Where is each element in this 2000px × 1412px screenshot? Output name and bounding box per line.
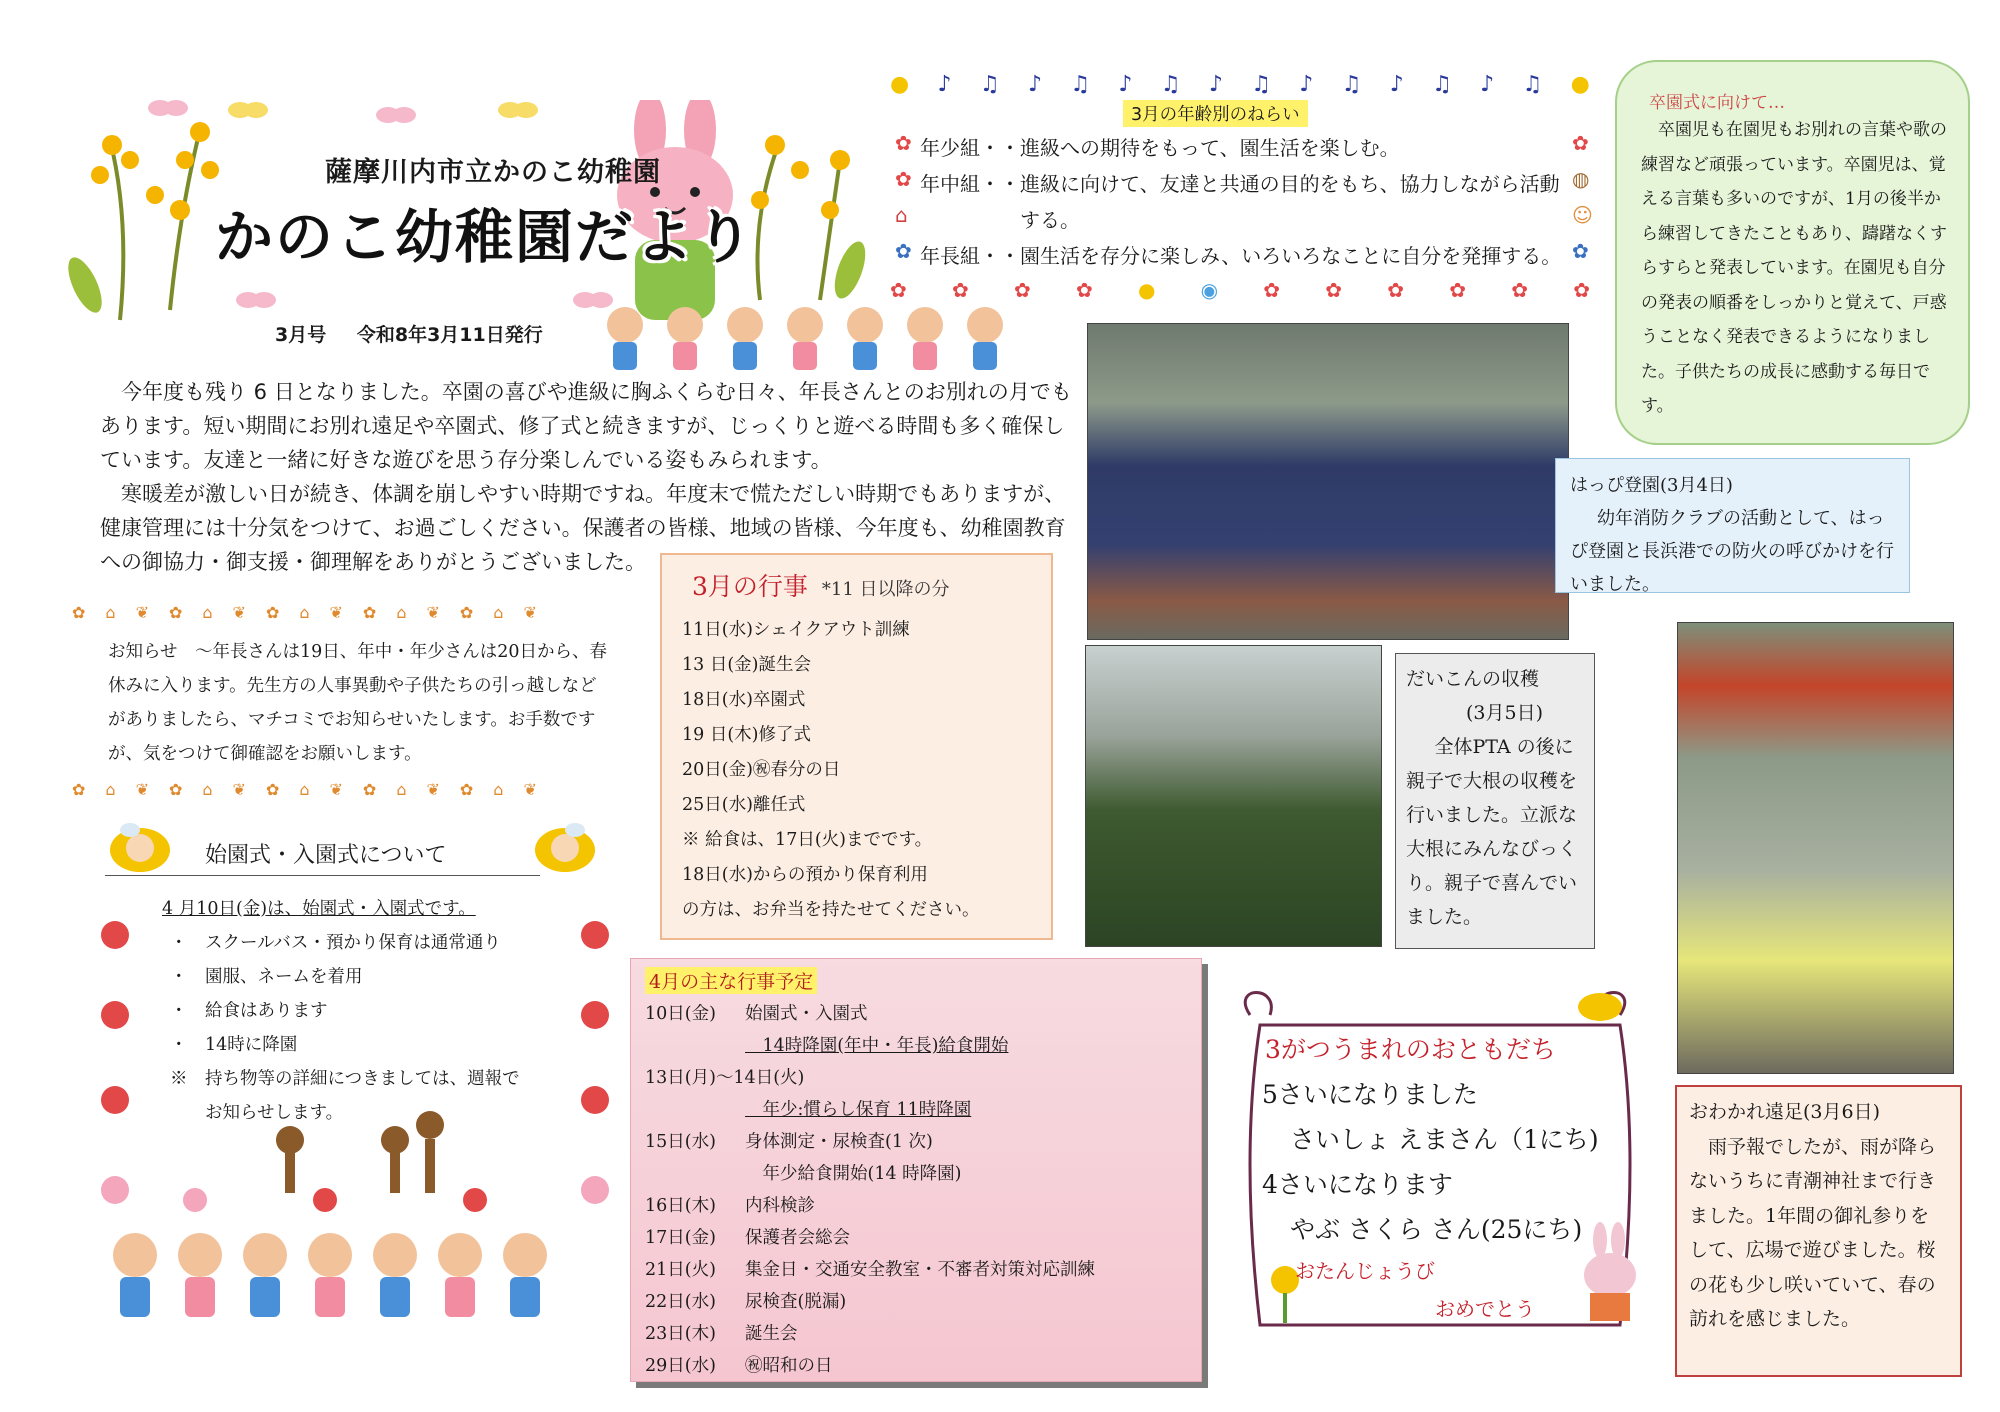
issue-month: 3月号 [275,324,327,346]
music-note-icon: ♪ [1118,72,1133,97]
ceremony-item: お知らせします。 [170,1103,344,1123]
flower-icon: ✿ [895,239,912,263]
april-event-date: 22日(水) [645,1292,716,1312]
graduation-title: 卒園式に向けて… [1649,93,1785,113]
april-event-row [645,1126,1187,1158]
bee-icon [535,823,595,872]
bird-icon: ● [890,72,910,97]
birthday-line: 5さいになりました [1262,1080,1478,1109]
flower-icon: ✿ [1511,278,1528,302]
notice-border-bottom [72,780,650,800]
house-icon: ⌂ [396,603,407,622]
april-event-row [645,1286,1187,1318]
leaf-icon: ❦ [329,780,343,799]
daikon-title: だいこんの収穫 [1406,668,1540,690]
ceremony-item: ・ 給食はあります [170,1001,328,1021]
goal-row: 年少組・・進級への期待をもって、園生活を楽しむ。 [920,136,1400,160]
goals-title: 3月の年齢別のねらい [1123,100,1308,127]
goal-flower-icons-right [1572,125,1593,269]
flower-icon: ✿ [1572,131,1589,155]
house-icon: ⌂ [299,780,310,799]
children-row-icon [100,1225,560,1340]
birthday-line: やぶ さくら さん(25にち) [1290,1215,1583,1244]
issue-info [275,320,567,347]
flower-icon: ✿ [895,131,912,155]
photo-daikon-harvest [1085,645,1382,947]
graduation-box [1615,60,1970,445]
house-icon: ⌂ [202,603,213,622]
daikon-text: 全体PTA の後に親子で大根の収穫を行いました。立派な大根にみんなびっくり。親子で喜んでいました。 [1406,736,1578,928]
flower-icon: ✿ [265,780,280,799]
flower-icon: ✿ [168,603,183,622]
april-event-date: 13日(月)～14日(火) [645,1068,805,1088]
april-event-date: 16日(木) [645,1196,716,1216]
happi-title: はっぴ登園(3月4日) [1570,475,1733,496]
flower-icon: ✿ [265,603,280,622]
flower-icon: ✿ [1387,278,1405,302]
april-event-text: 身体測定・尿検査(1 次) [745,1132,933,1152]
event-row: 25日(水)離任式 [682,795,806,815]
leaf-icon: ❦ [135,780,149,799]
daikon-box [1395,653,1595,949]
april-event-row [645,1350,1187,1382]
april-event-row [645,1094,1187,1126]
april-event-row [645,998,1187,1030]
flower-icon: ✿ [72,603,86,622]
april-event-text: 年少給食開始(14 時降園) [745,1164,962,1184]
house-icon: ⌂ [396,780,407,799]
birthday-greeting: おめでとう [1435,1297,1535,1321]
goal-flower-icons [895,125,912,269]
goal-row: 年中組・・進級に向けて、友達と共通の目的をもち、協力しながら活動 [920,172,1560,196]
leaf-icon: ❦ [523,603,537,622]
issue-date: 令和8年3月11日発行 [356,324,543,346]
music-note-icon: ♫ [1070,72,1091,97]
april-event-text: 保護者会総会 [745,1228,850,1248]
flower-icon: ✿ [1075,278,1093,302]
ceremony-item: ・ スクールバス・預かり保育は通常通り [170,933,501,953]
chick-icon: ● [1137,278,1156,302]
ceremony-item: ※ 持ち物等の詳細につきましては、週報で [170,1069,520,1089]
notice-border-top [72,603,650,623]
april-event-text: ㊗昭和の日 [745,1356,833,1376]
photo-shrine-excursion [1677,622,1954,1074]
march-events-title [692,567,1031,603]
april-event-row [645,1030,1187,1062]
music-note-icon: ♪ [1389,72,1404,97]
sprout-doll-icon [276,1111,444,1193]
house-icon: ⌂ [895,203,908,227]
flower-icon: ✿ [890,278,907,302]
house-icon: ⌂ [493,780,504,799]
music-note-icon: ♫ [979,72,1000,97]
flower-icon: ✿ [72,780,86,799]
ceremony-item: ・ 14時に降園 [170,1035,298,1055]
house-icon: ⌂ [105,603,116,622]
flower-icon: ✿ [1325,278,1343,302]
house-icon: ⌂ [105,780,116,799]
ceremony-title: 始園式・入園式について [205,843,447,868]
april-event-text: 内科検診 [745,1196,815,1216]
leaf-icon: ❦ [135,603,149,622]
goals-list [920,130,1561,274]
music-note-icon: ♪ [1027,72,1043,97]
march-events-note: *11 日以降の分 [821,579,950,600]
flower-icon: ✿ [168,780,183,799]
house-icon: ⌂ [299,603,310,622]
intro-text [100,375,1075,579]
happi-box [1555,458,1910,593]
music-note-icon: ♫ [1522,72,1543,97]
pink-flower-icon [101,1176,609,1212]
happi-text: 幼年消防クラブの活動として、はっぴ登園と長浜港での防火の呼びかけを行いました。 [1570,508,1894,595]
april-event-row [645,1254,1187,1286]
flower-icon: ✿ [1572,239,1589,263]
april-event-text: 尿検査(脱漏) [745,1292,847,1312]
birthday-title: 3がつうまれのおともだち [1265,1035,1556,1064]
april-event-row [645,1222,1187,1254]
excursion-text: 雨予報でしたが、雨が降らないうちに青潮神社まで行きました。1年間の御礼参りをして、広場で遊びました。桜の花も少し咲いていて、春の訪れを感じました。 [1689,1135,1937,1330]
school-name: 薩摩川内市立かのこ幼稚園 [325,157,661,188]
event-row: 11日(水)シェイクアウト訓練 [682,620,910,640]
goal-row: する。 [1020,208,1080,232]
leaf-icon: ❦ [426,603,440,622]
music-note-icon: ♫ [1251,72,1271,97]
intro-paragraph: 寒暖差が激しい日が続き、体調を崩しやすい時期ですね。年度末で慌ただしい時期でもありますが、健康管理には十分気をつけて、お過ごしください。保護者の皆様、地域の皆様、今年度も、幼稚園教育への御協力・御支援・御理解をありがとうございました。 [100,482,1066,574]
birthday-greeting: おたんじょうび [1295,1259,1435,1283]
event-row: ※ 給食は、17日(火)までです。 [682,830,933,850]
birthday-box [1220,975,1650,1345]
april-event-date: 10日(金) [645,1004,716,1024]
house-icon: ⌂ [202,780,213,799]
music-note-icon: ♪ [937,72,952,97]
flower-icon: ✿ [362,780,377,799]
event-row: の方は、お弁当を持たせてください。 [682,900,980,920]
goals-border-bottom [890,278,1590,306]
april-events-box [630,958,1202,1382]
leaf-icon: ❦ [523,780,537,799]
newsletter-title: かのこ幼稚園だより [215,203,756,271]
cup-icon: ◍ [1572,167,1590,191]
event-row: 18日(水)からの預かり保育利用 [682,865,928,885]
graduation-text: 卒園児も在園児もお別れの言葉や歌の練習など頑張っています。卒園児は、覚える言葉も多いのですが、1月の後半から練習してきたこともあり、躊躇なくすらすらと発表しています。在園児も自分の発表の順番をしっかりと覚えて、戸惑うことなく発表できるようになりました。子供たちの成長に感動する毎日です。 [1641,120,1947,416]
flower-icon: ✿ [459,780,474,799]
daikon-date: (3月5日) [1466,702,1544,724]
notice-text: お知らせ ～年長さんは19日、年中・年少さんは20日から、春休みに入ります。先生方の人事異動や子供たちの引っ越しなどがありましたら、マチコミでお知らせいたします。お手数ですが、気をつけて御確認をお願いします。 [108,642,608,764]
music-note-icon: ♫ [1160,72,1181,97]
april-event-date: 23日(木) [645,1324,716,1344]
april-event-row [645,1190,1187,1222]
music-note-icon: ♫ [1341,72,1362,97]
goal-row: 年長組・・園生活を存分に楽しみ、いろいろなことに自分を発揮する。 [920,244,1562,268]
march-events-box [660,553,1053,940]
leaf-icon: ❦ [232,603,246,622]
house-icon: ⌂ [493,603,504,622]
music-note-icon: ♪ [1208,72,1223,97]
april-event-row [645,1158,1187,1190]
march-events-title-text: 3月の行事 [692,572,808,601]
flower-icon: ✿ [951,278,969,302]
leaf-icon: ❦ [329,603,343,622]
flower-icon: ✿ [459,603,474,622]
leaf-icon: ❦ [426,780,440,799]
face-icon: ☺ [1572,203,1593,227]
april-event-text: 始園式・入園式 [745,1004,868,1024]
flower-icon: ✿ [1013,278,1031,302]
flower-icon: ✿ [362,603,377,622]
april-event-row [645,1062,1187,1094]
flower-icon: ✿ [1449,278,1466,302]
leaf-icon: ❦ [232,780,246,799]
music-note-border [890,72,1590,96]
event-row: 20日(金)㊗春分の日 [682,760,841,780]
music-note-icon: ♪ [1480,72,1495,97]
excursion-title: おわかれ遠足(3月6日) [1689,1101,1881,1123]
bird-icon: ● [1570,72,1590,97]
music-note-icon: ♪ [1299,72,1314,97]
music-note-icon: ♫ [1432,72,1452,97]
event-row: 19 日(木)修了式 [682,725,811,745]
excursion-box [1675,1085,1962,1377]
flower-border-decoration [95,915,625,1215]
flower-icon: ✿ [1573,278,1590,302]
flower-icon: ✿ [1263,278,1281,302]
ceremony-item: ・ 園服、ネームを着用 [170,967,363,987]
april-event-text: 誕生会 [745,1324,798,1344]
intro-paragraph: 今年度も残り 6 日となりました。卒園の喜びや進級に胸ふくらむ日々、年長さんとのお別れの月でもあります。短い期間にお別れ遠足や卒園式、修了式と続きますが、じっくりと遊べる時間も多く確保しています。友達と一緒に好きな遊びを思う存分楽しんでいる姿もみられます。 [100,380,1072,472]
bee-icon [110,823,170,872]
birthday-line: さいしょ えまさん（1にち) [1290,1125,1599,1154]
ceremony-lead: 4 月10日(金)は、始園式・入園式です。 [162,899,476,919]
duck-icon: ◉ [1200,278,1219,302]
april-event-text: 14時降園(年中・年長)給食開始 [745,1036,1009,1056]
april-event-text: 年少:慣らし保育 11時降園 [745,1100,972,1120]
children-row-icon [595,300,1045,380]
event-row: 13 日(金)誕生会 [682,655,811,675]
april-events-title: 4月の主な行事予定 [645,967,817,994]
birthday-line: 4さいになります [1262,1170,1453,1199]
april-event-date: 15日(水) [645,1132,716,1152]
april-event-row [645,1318,1187,1350]
april-event-date: 29日(水) [645,1356,716,1376]
april-event-date: 21日(火) [645,1260,716,1280]
event-row: 18日(水)卒園式 [682,690,806,710]
photo-happi-group [1087,323,1569,640]
red-flower-icon [101,921,609,1212]
april-event-text: 集金日・交通安全教室・不審者対策対応訓練 [745,1260,1095,1280]
april-event-date: 17日(金) [645,1228,716,1248]
ceremony-title-underline [105,875,540,876]
flower-icon: ✿ [895,167,912,191]
